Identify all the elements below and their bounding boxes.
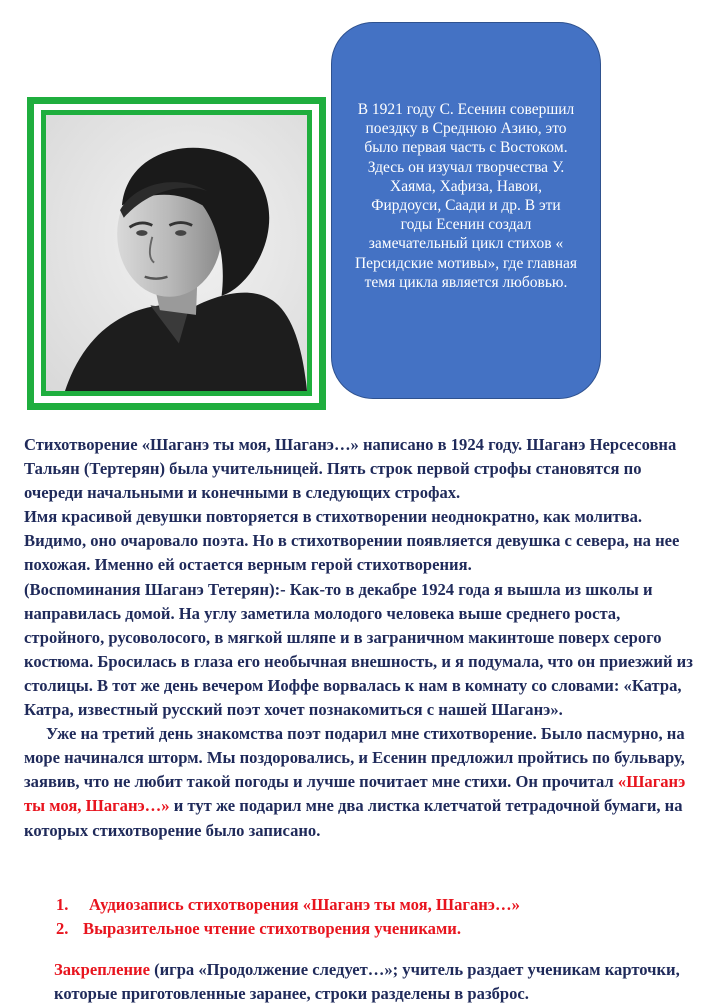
paragraph-intro: Стихотворение «Шаганэ ты моя, Шаганэ…» написано в 1924 году. Шаганэ Нерсесовна Тальян (Тертерян) была учительницей. Пять строк первой строфы становятся по очереди начальными и конечными в следующих строфах.: [24, 435, 677, 503]
info-callout-text: В 1921 году С. Есенин совершил поездку в Среднюю Азию, это было первая часть с Востоком. Здесь он изучал творчества У. Хаяма, Хафиза, Навои, Фирдоуси, Саади и др. В эти годы Есенин создал замечательный цикл стихов « Персидские мотивы», где главная темя цикла является любовью.: [354, 101, 578, 291]
paragraph-memoir: (Воспоминания Шаганэ Тетерян):- Как-то в декабре 1924 года я вышла из школы и направилась домой. На углу заметила молодого человека выше среднего роста, стройного, русоволосого, в мягкой шляпе и в заграничном макинтоше поверх серого костюма. Бросилась в глаза его необычная внешность, и я подумала, что он приезжий из столицы. В тот же день вечером Иоффе ворвалась к нам в комнату со словами: «Катра, Катра, известный русский поэт хочет познакомиться с нашей Шаганэ».: [24, 579, 693, 720]
list-item: [56, 917, 520, 941]
portrait-frame: [27, 97, 326, 410]
main-article: [24, 433, 704, 843]
poem-gift-end: и тут же подарил мне два листка клетчатой тетрадочной бумаги, на которых стихотворение было записано.: [24, 796, 683, 840]
poem-gift-start: Уже на третий день знакомства поэт подарил мне стихотворение. Было пасмурно, на море начинался шторм. Мы поздоровались, и Есенин предложил пройтись по бульвару, заявив, что не любит такой погоды и лучше почитает мне стихи. Он прочитал: [24, 724, 685, 792]
paragraph-poem-gift: [24, 722, 704, 842]
closing-text: (игра «Продолжение следует…»; учитель раздает ученикам карточки, которые приготовленные заранее, строки разделены в разброс.: [54, 960, 680, 1003]
activity-list: [56, 893, 520, 941]
closing-label: Закрепление: [54, 960, 150, 979]
info-callout-box: [331, 22, 601, 399]
list-item-text: Аудиозапись стихотворения «Шаганэ ты моя, Шаганэ…»: [89, 895, 520, 914]
poem-title-highlight: «Шаганэ ты моя, Шаганэ…»: [24, 772, 686, 816]
closing-paragraph: [54, 958, 704, 1006]
portrait-photo: [41, 110, 312, 396]
portrait-photo-icon: [46, 115, 307, 391]
closing-section: [54, 958, 704, 1006]
list-item-number: 2.: [56, 919, 69, 938]
list-item-number: 1.: [56, 895, 69, 914]
paragraph-name: Имя красивой девушки повторяется в стихотворении неоднократно, как молитва. Видимо, оно очаровало поэта. Но в стихотворении появляется девушка с севера, на нее похожая. Именно ей остается верным герой стихотворения.: [24, 507, 680, 575]
list-item-text: Выразительное чтение стихотворения учениками.: [83, 919, 461, 938]
list-item: [56, 893, 520, 917]
